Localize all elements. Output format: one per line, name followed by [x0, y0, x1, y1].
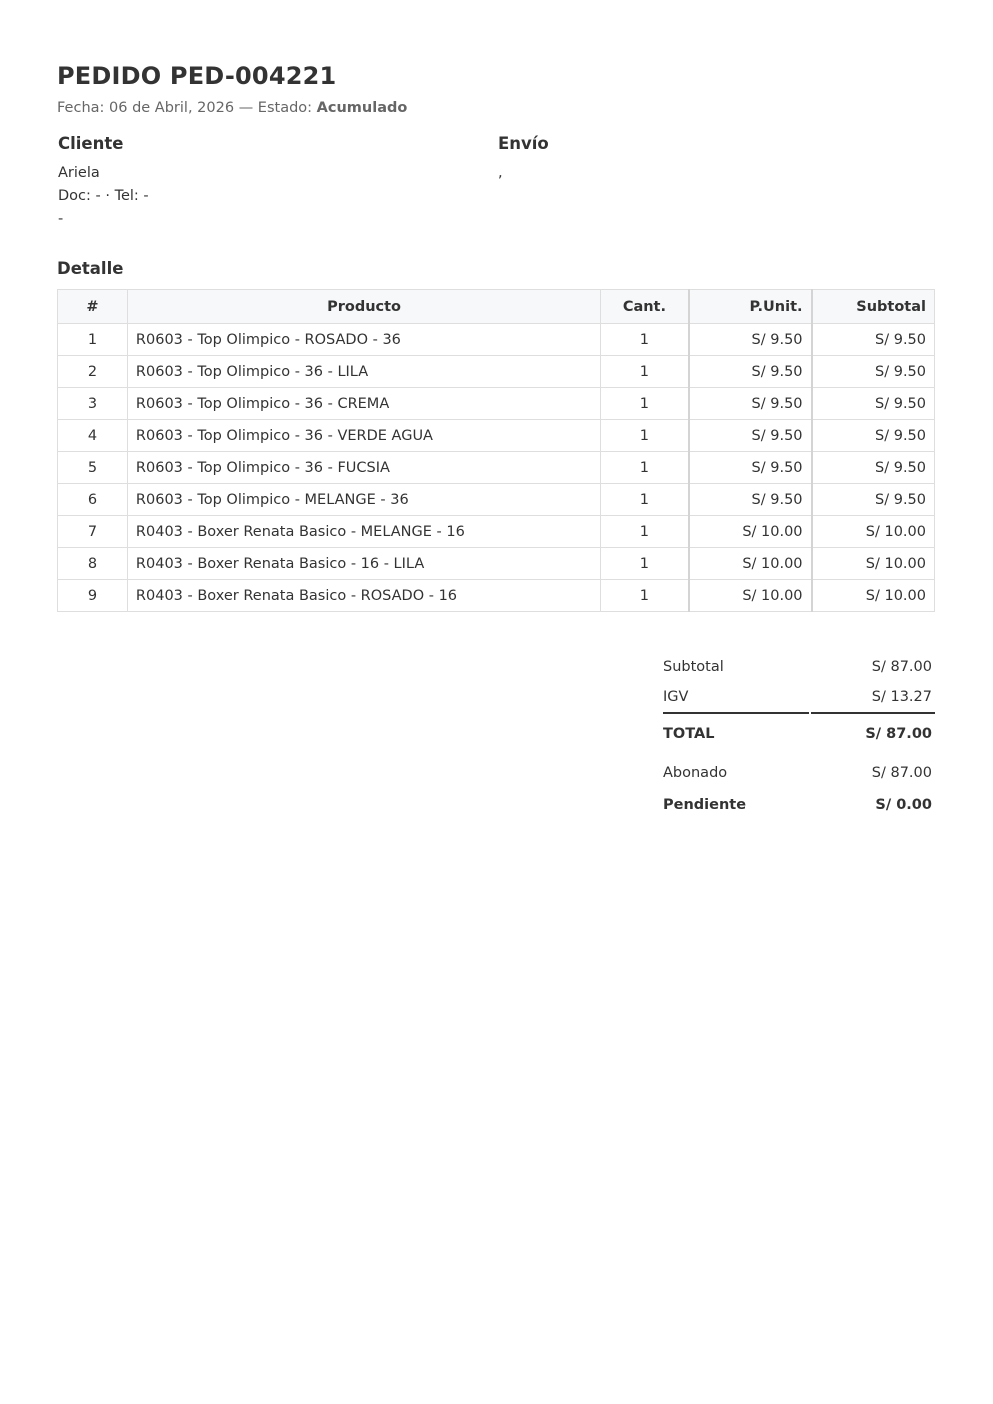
page-title: PEDIDO PED-004221 — [57, 62, 337, 90]
row-number: 6 — [58, 484, 128, 516]
date-label: Fecha: — [57, 100, 105, 116]
totals-block — [663, 652, 935, 820]
row-number: 2 — [58, 356, 128, 388]
row-number: 8 — [58, 548, 128, 580]
row-quantity: 1 — [601, 548, 689, 580]
row-unit-price: S/ 9.50 — [689, 324, 812, 356]
igv-label: IGV — [663, 689, 689, 705]
row-subtotal: S/ 9.50 — [812, 388, 935, 420]
row-quantity: 1 — [601, 580, 689, 612]
row-subtotal: S/ 9.50 — [812, 484, 935, 516]
row-unit-price: S/ 9.50 — [689, 484, 812, 516]
order-date: 06 de Abril, 2026 — [109, 100, 235, 116]
row-unit-price: S/ 10.00 — [689, 580, 812, 612]
row-number: 5 — [58, 452, 128, 484]
row-subtotal: S/ 9.50 — [812, 356, 935, 388]
row-quantity: 1 — [601, 388, 689, 420]
row-number: 9 — [58, 580, 128, 612]
total-label: TOTAL — [663, 726, 715, 742]
col-quantity: Cant. — [601, 290, 689, 324]
row-subtotal: S/ 9.50 — [812, 452, 935, 484]
row-product: R0603 - Top Olimpico - 36 - LILA — [127, 356, 600, 388]
row-quantity: 1 — [601, 452, 689, 484]
order-meta — [57, 98, 935, 118]
pending-label: Pendiente — [663, 797, 747, 813]
row-product: R0603 - Top Olimpico - 36 - VERDE AGUA — [127, 420, 600, 452]
client-extra: - — [58, 211, 64, 227]
row-quantity: 1 — [601, 420, 689, 452]
row-subtotal: S/ 10.00 — [812, 548, 935, 580]
row-subtotal: S/ 9.50 — [812, 324, 935, 356]
total-row — [663, 714, 935, 754]
row-unit-price: S/ 9.50 — [689, 452, 812, 484]
col-subtotal: Subtotal — [812, 290, 935, 324]
row-quantity: 1 — [601, 516, 689, 548]
paid-value: S/ 87.00 — [871, 765, 932, 781]
subtotal-label: Subtotal — [663, 659, 724, 675]
table-header-row — [58, 290, 935, 324]
table-row — [58, 388, 935, 420]
table-row — [58, 516, 935, 548]
row-number: 7 — [58, 516, 128, 548]
table-row — [58, 420, 935, 452]
row-subtotal: S/ 9.50 — [812, 420, 935, 452]
table-row — [58, 452, 935, 484]
order-document — [57, 58, 935, 813]
shipping-address: , — [498, 165, 503, 181]
detail-heading: Detalle — [57, 259, 124, 278]
row-number: 4 — [58, 420, 128, 452]
row-quantity: 1 — [601, 356, 689, 388]
col-number: # — [58, 290, 128, 324]
client-heading: Cliente — [58, 134, 124, 153]
items-table — [57, 289, 935, 612]
row-number: 3 — [58, 388, 128, 420]
row-product: R0603 - Top Olimpico - ROSADO - 36 — [127, 324, 600, 356]
paid-label: Abonado — [663, 765, 728, 781]
row-unit-price: S/ 10.00 — [689, 548, 812, 580]
table-row — [58, 548, 935, 580]
row-unit-price: S/ 9.50 — [689, 356, 812, 388]
row-product: R0603 - Top Olimpico - MELANGE - 36 — [127, 484, 600, 516]
row-product: R0403 - Boxer Renata Basico - ROSADO - 16 — [127, 580, 600, 612]
status-value: Acumulado — [316, 100, 408, 116]
row-subtotal: S/ 10.00 — [812, 516, 935, 548]
total-value: S/ 87.00 — [865, 726, 932, 742]
row-unit-price: S/ 10.00 — [689, 516, 812, 548]
shipping-block — [498, 132, 549, 185]
igv-row — [663, 682, 935, 712]
client-block — [58, 132, 149, 231]
col-unit-price: P.Unit. — [689, 290, 812, 324]
parties-section — [57, 132, 935, 252]
row-number: 1 — [58, 324, 128, 356]
row-subtotal: S/ 10.00 — [812, 580, 935, 612]
client-name: Ariela — [58, 165, 100, 181]
pending-row — [663, 790, 935, 820]
row-quantity: 1 — [601, 484, 689, 516]
row-product: R0603 - Top Olimpico - 36 - FUCSIA — [127, 452, 600, 484]
status-label: Estado: — [257, 100, 313, 116]
row-quantity: 1 — [601, 324, 689, 356]
row-product: R0403 - Boxer Renata Basico - 16 - LILA — [127, 548, 600, 580]
client-doc-tel: Doc: - · Tel: - — [58, 188, 149, 204]
paid-row — [663, 754, 935, 790]
table-row — [58, 484, 935, 516]
row-product: R0603 - Top Olimpico - 36 - CREMA — [127, 388, 600, 420]
table-row — [58, 356, 935, 388]
row-unit-price: S/ 9.50 — [689, 388, 812, 420]
shipping-heading: Envío — [498, 134, 549, 153]
row-unit-price: S/ 9.50 — [689, 420, 812, 452]
col-product: Producto — [127, 290, 600, 324]
meta-separator: — — [238, 100, 254, 116]
row-product: R0403 - Boxer Renata Basico - MELANGE - 16 — [127, 516, 600, 548]
igv-value: S/ 13.27 — [871, 689, 932, 705]
subtotal-value: S/ 87.00 — [871, 659, 932, 675]
pending-value: S/ 0.00 — [875, 797, 932, 813]
subtotal-row — [663, 652, 935, 682]
table-row — [58, 580, 935, 612]
table-row — [58, 324, 935, 356]
